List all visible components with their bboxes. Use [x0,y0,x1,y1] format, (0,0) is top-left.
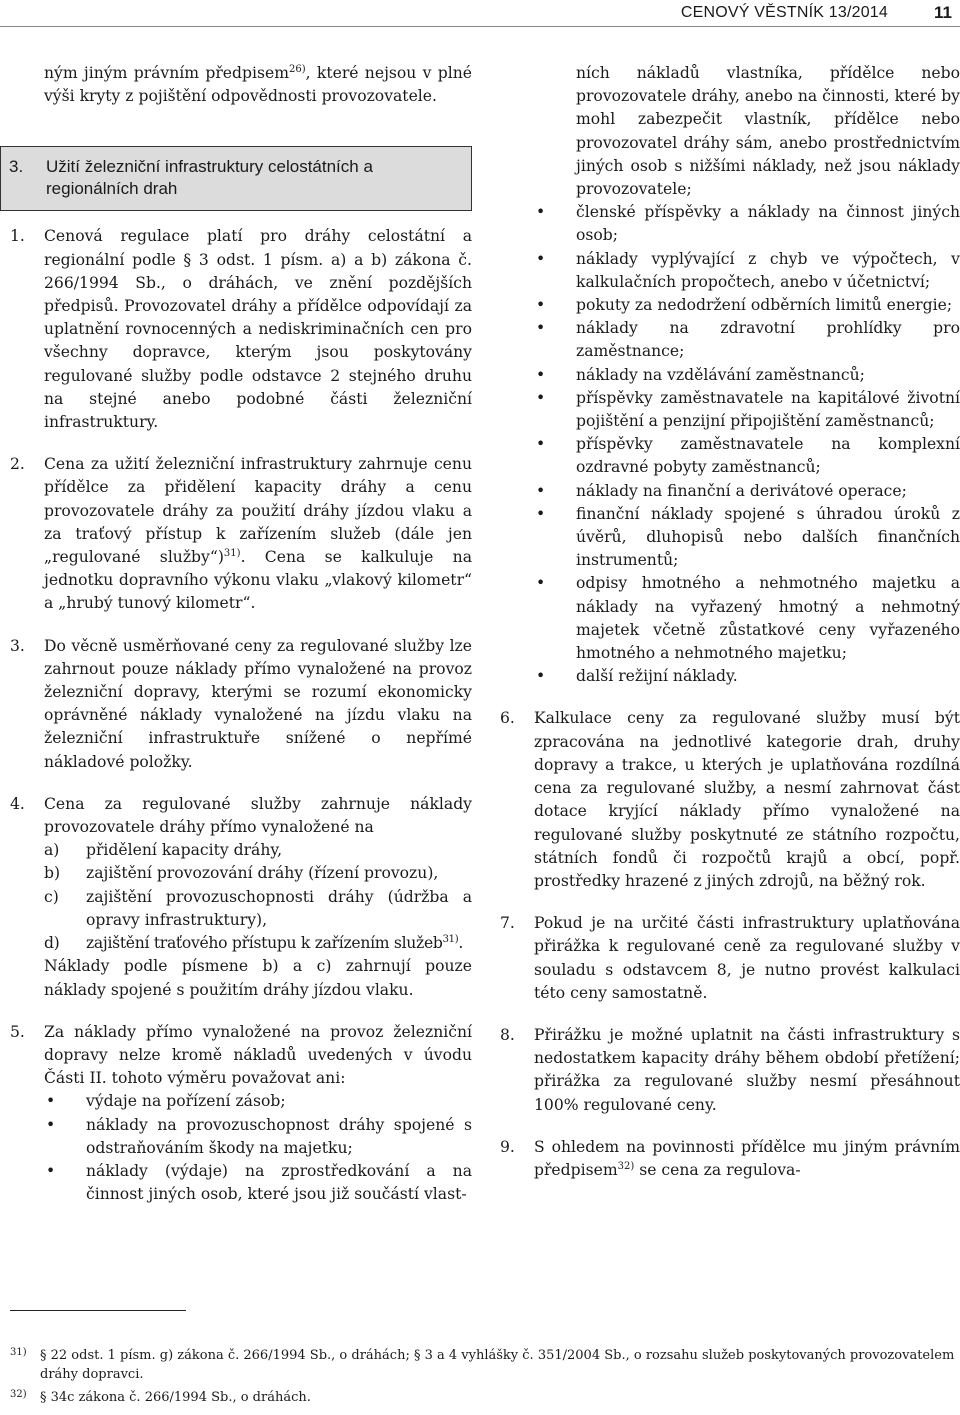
paragraph-5-bullets [10,1090,472,1206]
item-label: d) [44,934,60,953]
list-item [500,572,960,665]
item-text: zajištění provozuschopnosti dráhy (údržba a opravy infrastruktury), [86,887,472,929]
item-text: příspěvky zaměstnavatele na komplexní ozdravné pobyty zaměstnanců; [576,435,960,477]
item-text: příspěvky zaměstnavatele na kapitálové životní pojištění a penzijní připojištění zaměstnanců; [576,388,960,431]
intro-text: ným jiným právním předpisem [44,64,289,82]
paragraph-text-part: Cena za užití železniční infrastruktury zahrnuje cenu přídělce za přidělení kapacity dráhy a cenu provozovatele dráhy za použití dráhy jízdou vlaku a za traťový přístup k zařízením služeb (dále jen „regulované služby“) [44,455,472,567]
paragraph-number: 4. [10,794,25,813]
item-text: pokuty za nedodržení odběrních limitů energie; [576,296,953,315]
paragraph-number: 6. [500,709,515,728]
intro-continuation [10,62,472,108]
bullet-icon: • [46,1092,56,1111]
paragraph-text: Pokud je na určité části infrastruktury uplatňována přirážka k regulované ceně za regulované služby v souladu s odstavcem 8, je nutno provést kalkulaci této ceny samostatně. [534,914,960,1002]
bullet-icon: • [536,365,546,384]
section-number: 3. [9,157,24,177]
bullet-icon: • [536,388,546,407]
bullet-icon: • [536,435,546,454]
paragraph-6 [500,707,960,893]
item-text: zajištění traťového přístupu k zařízením služeb [86,934,443,953]
item-text: odpisy hmotného a nehmotného majetku a náklady na vyřazený hmotný a nehmotný majetek včetně zůstatkové ceny vyřazeného hmotného a nehmotného majetku; [576,574,960,663]
intro-text-rest: , které nejsou v plné výši kryty z pojištění odpovědnosti provozovatele. [44,64,472,106]
item-label: b) [44,864,61,883]
footnote-ref: 32) [617,1160,635,1172]
paragraph-number: 5. [10,1022,25,1041]
right-bullets [500,201,960,688]
footnote [10,1346,960,1384]
paragraph-text: Za náklady přímo vynaložené na provoz železniční dopravy nelze kromě nákladů uvedených v úvodu Části II. tohoto výměru považovat ani: [44,1022,472,1088]
item-text: členské příspěvky a náklady na činnost jiných osob; [576,203,960,245]
list-item [500,317,960,363]
list-item [500,665,960,688]
paragraph-text: Cenová regulace platí pro dráhy celostátní a regionální podle § 3 odst. 1 písm. a) a b) zákona č. 266/1994 Sb., o dráhách, ve znění pozdějších předpisů. Provozovatel dráhy a přídělce odpovídají za uplatnění rovnocenných a nediskriminačních cen pro všechny dopravce, kterým jsou poskytovány regulované služby podle odstavce 2 stejného druhu na stejné anebo podobné části železniční infrastruktury. [44,227,472,432]
paragraph-number: 1. [10,227,25,246]
footnote-ref: 26) [288,63,306,75]
bullet-icon: • [536,504,546,523]
footnote-text: § 34c zákona č. 266/1994 Sb., o dráhách. [40,1390,311,1405]
item-label: c) [44,887,59,906]
bullet-icon: • [536,667,546,686]
list-item [500,248,960,294]
paragraph-text-part: . Cena se kalkuluje na jednotku dopravního výkonu vlaku „vlakový kilometr“ a „hrubý tunový kilometr“. [44,548,472,613]
footnote-rule [10,1310,186,1311]
bullet-icon: • [536,319,546,338]
item-text: náklady vyplývající z chyb ve výpočtech, v kalkulačních propočtech, anebo v účetnictví; [576,249,960,291]
paragraph-text-part: S ohledem na povinnosti přídělce mu jiným právním předpisem [534,1137,960,1179]
left-column [10,62,472,1206]
list-item [10,886,472,932]
bullet-icon: • [46,1161,56,1180]
paragraph-text: Kalkulace ceny za regulované služby musí být zpracována na jednotlivé kategorie drah, druhy dopravy a trakce, u kterých je uplatňována rozdílná cena za regulované služby, a nesmí zahrnovat část dotace kryjící náklady přímo vynaložené na regulované služby poskytnuté ze státního rozpočtu, státních fondů či rozpočtů krajů a obcí, popř. prostředky hrazené z jiných zdrojů, na běžný rok. [534,709,960,890]
list-item [500,433,960,479]
list-item [500,387,960,433]
paragraph-number: 9. [500,1137,515,1156]
bullet-icon: • [536,574,546,593]
paragraph-text: Cena za regulované služby zahrnuje náklady provozovatele dráhy přímo vynaložené na [44,794,472,837]
item-text: náklady (výdaje) na zprostředkování a na činnost jiných osob, které jsou již součástí vlast- [86,1161,472,1204]
footnote [10,1388,960,1407]
list-item [10,1114,472,1160]
section-heading [0,146,472,211]
footnote-ref: 31) [442,933,459,945]
item-text: náklady na finanční a derivátové operace; [576,481,907,500]
list-item [10,862,472,885]
paragraph-8 [500,1024,960,1117]
list-item [10,932,472,955]
list-item [500,201,960,247]
item-text: přidělení kapacity dráhy, [86,841,283,860]
paragraph-number: 8. [500,1025,515,1044]
right-column [500,62,960,1182]
paragraph-text [44,453,472,615]
paragraph-7 [500,912,960,1005]
bullet-icon: • [536,296,546,315]
item-text: zajištění provozování dráhy (řízení provozu), [86,864,439,883]
item-text: náklady na provozuschopnost dráhy spojené s odstraňováním škody na majetku; [86,1115,472,1157]
footnote-text: § 22 odst. 1 písm. g) zákona č. 266/1994 Sb., o dráhách; § 3 a 4 vyhlášky č. 351/2004 Sb., o rozsahu služeb poskytovaných provozovatelem dráhy dopravci. [40,1348,955,1382]
item-text: výdaje na pořízení zásob; [86,1092,286,1111]
bullet-icon: • [536,249,546,268]
bullet-icon: • [46,1115,56,1134]
paragraph-number: 3. [10,636,25,655]
list-item [500,294,960,317]
paragraph-5 [10,1021,472,1091]
footnote-mark: 32) [10,1389,27,1400]
paragraph-text-part: se cena za regulova- [634,1160,801,1179]
paragraph-text [534,1136,960,1182]
item-text: finanční náklady spojené s úhradou úroků z úvěrů, dluhopisů nebo dalších finančních instrumentů; [576,504,960,570]
bullet-icon: • [536,481,546,500]
item-label: a) [44,841,60,860]
list-item [10,839,472,862]
header-rule [0,26,960,27]
paragraph-2 [10,453,472,615]
paragraph-4 [10,793,472,839]
paragraph-3 [10,635,472,774]
list-item [10,1090,472,1113]
footnotes [10,1346,960,1411]
paragraph-4-tail: Náklady podle písmene b) a c) zahrnují pouze náklady spojené s použitím dráhy jízdou vlaku. [44,957,472,999]
journal-title: CENOVÝ VĚSTNÍK 13/2014 [680,4,888,21]
item-text: náklady na zdravotní prohlídky pro zaměstnance; [576,319,960,361]
footnote-mark: 31) [10,1347,27,1358]
page-number: 11 [934,3,952,22]
bullet-continuation: ních nákladů vlastníka, přídělce nebo provozovatele dráhy, anebo na činnosti, které by mohl zabezpečit vlastník, přídělce nebo provozovatel dráhy sám, anebo prostřednictvím jiných osob s nižšími náklady, než jsou náklady provozovatele; [576,64,960,199]
paragraph-text: Přirážku je možné uplatnit na části infrastruktury s nedostatkem kapacity dráhy během období přetížení; přirážka za regulované služby nesmí přesáhnout 100% regulované ceny. [534,1025,960,1114]
section-title: Užití železniční infrastruktury celostátních a regionálních drah [46,157,373,199]
list-item [10,1160,472,1206]
list-item [500,364,960,387]
paragraph-text: Do věcně usměrňované ceny za regulované služby lze zahrnout pouze náklady přímo vynaložené na provoz železniční dopravy, kterými se rozumí ekonomicky oprávněné náklady vynaložené na jízdu vlaku na železniční infrastruktuře snížené o nepřímé nákladové položky. [44,636,472,771]
footnote-ref: 31) [223,547,241,559]
item-text: náklady na vzdělávání zaměstnanců; [576,365,865,384]
paragraph-number: 7. [500,914,515,933]
item-text-end: . [458,934,463,953]
list-item [500,480,960,503]
paragraph-9 [500,1136,960,1182]
page-header [0,0,960,26]
list-item [500,503,960,573]
paragraph-number: 2. [10,455,25,474]
item-text: další režijní náklady. [576,667,738,686]
bullet-icon: • [536,203,546,222]
paragraph-1 [10,225,472,434]
